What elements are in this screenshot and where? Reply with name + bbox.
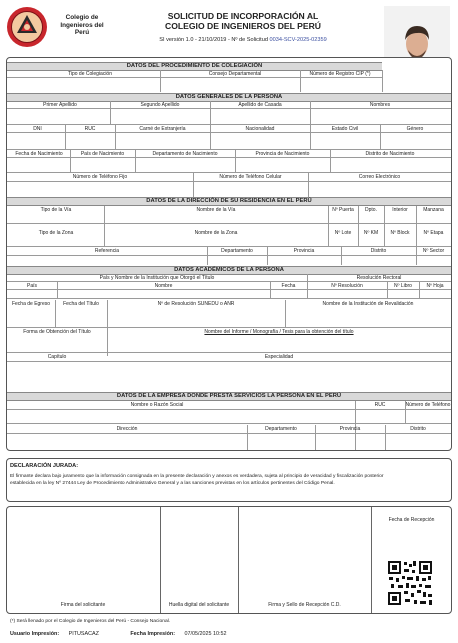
label-firma-sello: Firma y Sello de Recepción C.D. xyxy=(268,602,341,608)
label-dni: DNI xyxy=(33,126,42,132)
label-pais: País xyxy=(26,283,37,289)
cip-logo xyxy=(6,6,48,48)
label-interior: Interior xyxy=(392,207,408,213)
label-departamento-nacimiento: Departamento de Nacimiento xyxy=(152,151,218,157)
declaration-title: DECLARACIÓN JURADA: xyxy=(10,463,79,469)
label-manzana: Manzana xyxy=(423,207,444,213)
label-n-libro: Nº Libro xyxy=(394,283,412,289)
label-distrito: Distrito xyxy=(370,248,387,254)
label-nombres: Nombres xyxy=(369,102,391,108)
label-correo: Correo Electrónico xyxy=(358,174,401,180)
label-fecha-recepcion: Fecha de Recepción xyxy=(388,517,435,523)
label-provincia-nacimiento: Provincia de Nacimiento xyxy=(255,151,310,157)
footer-print-info xyxy=(10,631,227,637)
label-nombre-zona: Nombre de la Zona xyxy=(194,230,238,236)
label-ruc: RUC xyxy=(84,126,96,132)
page-title: SOLICITUD DE INCORPORACIÓN AL COLEGIO DE INGENIEROS DEL PERÚ xyxy=(165,11,321,31)
label-provincia: Provincia xyxy=(293,248,315,254)
label-n-block: Nº Block xyxy=(390,230,410,236)
label-tipo-colegiacion: Tipo de Colegiación xyxy=(67,71,112,77)
label-especialidad: Especialidad xyxy=(264,354,294,360)
date-value: 07/05/2025 10:52 xyxy=(184,631,227,637)
label-n-resolucion: Nº Resolución xyxy=(331,283,363,289)
section-empresa-title: DATOS DE LA EMPRESA DONDE PRESTA SERVICIOS LA PERSONA EN EL PERÚ xyxy=(7,392,451,401)
label-primer-apellido: Primer Apellido xyxy=(43,102,77,108)
label-institucion-revalidacion: Nombre de la Institución de Revalidación xyxy=(322,301,414,307)
label-dpto: Dpto. xyxy=(365,207,377,213)
label-resolucion-rectoral: Resolución Rectoral xyxy=(356,275,402,281)
label-razon-social: Nombre o Razón Social xyxy=(130,402,184,408)
label-genero: Género xyxy=(406,126,424,132)
label-resolucion-sunedu: Nº de Resolución SUNEDU o ANR xyxy=(157,301,235,307)
section-academicos-title: DATOS ACADÉMICOS DE LA PERSONA xyxy=(7,266,451,275)
label-firma-solicitante: Firma del solicitante xyxy=(60,602,106,608)
label-fecha-nacimiento: Fecha de Nacimiento xyxy=(15,151,63,157)
label-n-lote: Nº Lote xyxy=(334,230,352,236)
date-label: Fecha Impresión: xyxy=(130,631,176,637)
label-telefono-fijo: Número de Teléfono Fijo xyxy=(72,174,128,180)
label-n-etapa: Nº Etapa xyxy=(423,230,444,236)
section-direccion-title: DATOS DE LA DIRECCIÓN DE SU RESIDENCIA EN EL PERÚ xyxy=(7,197,451,206)
label-fecha: Fecha xyxy=(281,283,296,289)
qr-code xyxy=(387,560,433,606)
label-n-sector: Nº Sector xyxy=(422,248,445,254)
section-generales-title: DATOS GENERALES DE LA PERSONA xyxy=(7,93,451,102)
label-carne-extranjeria: Carné de Extranjería xyxy=(139,126,186,132)
label-pais-nacimiento: País de Nacimiento xyxy=(80,151,125,157)
label-segundo-apellido: Segundo Apellido xyxy=(140,102,180,108)
label-nombre-via: Nombre de la Vía xyxy=(196,207,236,213)
label-consejo-departamental: Consejo Departamental xyxy=(208,71,262,77)
label-referencia: Referencia xyxy=(94,248,120,254)
label-n-puerta: Nº Puerta xyxy=(332,207,354,213)
label-institucion-titulo: País y Nombre de la Institución que Otorgó el Título xyxy=(99,275,215,281)
label-fecha-titulo: Fecha del Título xyxy=(63,301,99,307)
label-registro-cip: Número de Registro CIP (*) xyxy=(309,71,371,77)
label-nombre-institucion: Nombre xyxy=(154,283,173,289)
label-estado-civil: Estado Civil xyxy=(331,126,359,132)
label-tipo-zona: Tipo de la Zona xyxy=(38,230,74,236)
version-line: SI versión 1.0 - 21/10/2019 - Nº de Solicitud 0034-SCV-2025-02359 xyxy=(159,37,327,43)
label-empresa-telefono: Número de Teléfono xyxy=(405,402,451,408)
label-apellido-casada: Apellido de Casada xyxy=(238,102,282,108)
declaration-line-1: El firmante declara bajo juramento que la información consignada en la presente declaración y anexos es verdadera, sujeta al principio de veracidad y fiscalización posterior xyxy=(10,474,384,479)
label-empresa-departamento: Departamento xyxy=(265,426,297,432)
label-empresa-ruc: RUC xyxy=(374,402,386,408)
label-nombre-tesis: Nombre del Informe / Monografía / Tesis para la obtención del título xyxy=(204,329,354,335)
label-empresa-distrito: Distrito xyxy=(410,426,426,432)
user-value: PITUSACAZ xyxy=(68,631,99,637)
label-huella-digital: Huella digital del solicitante xyxy=(168,602,230,608)
label-tipo-via: Tipo de la Vía xyxy=(40,207,72,213)
user-label: Usuario Impresión: xyxy=(10,631,60,637)
declaration-line-2: establecida en la ley Nº 27444 Ley de Procedimiento Administrativo General y a las sanciones previstas en los artículos pertinentes del Código Penal. xyxy=(10,481,335,486)
label-telefono-celular: Número de Teléfono Celular xyxy=(219,174,282,180)
label-nacionalidad: Nacionalidad xyxy=(245,126,275,132)
label-capitulo: Capítulo xyxy=(47,354,67,360)
logo-text: Colegio de Ingenieros del Perú xyxy=(60,14,104,37)
label-empresa-provincia: Provincia xyxy=(339,426,361,432)
label-n-km: Nº KM xyxy=(363,230,379,236)
section-colegiacion-title: DATOS DEL PROCEDIMIENTO DE COLEGIACIÓN xyxy=(7,62,382,71)
label-forma-obtencion: Forma de Obtención del Título xyxy=(23,329,91,335)
label-distrito-nacimiento: Distrito de Nacimiento xyxy=(365,151,415,157)
label-n-hoja: Nº Hoja xyxy=(426,283,444,289)
label-fecha-egreso: Fecha de Egreso xyxy=(11,301,51,307)
footer-note: (*) Será llenado por el Colegio de Ingenieros del Perú - Consejo Nacional. xyxy=(10,619,171,624)
label-empresa-direccion: Dirección xyxy=(116,426,138,432)
label-departamento: Departamento xyxy=(221,248,253,254)
